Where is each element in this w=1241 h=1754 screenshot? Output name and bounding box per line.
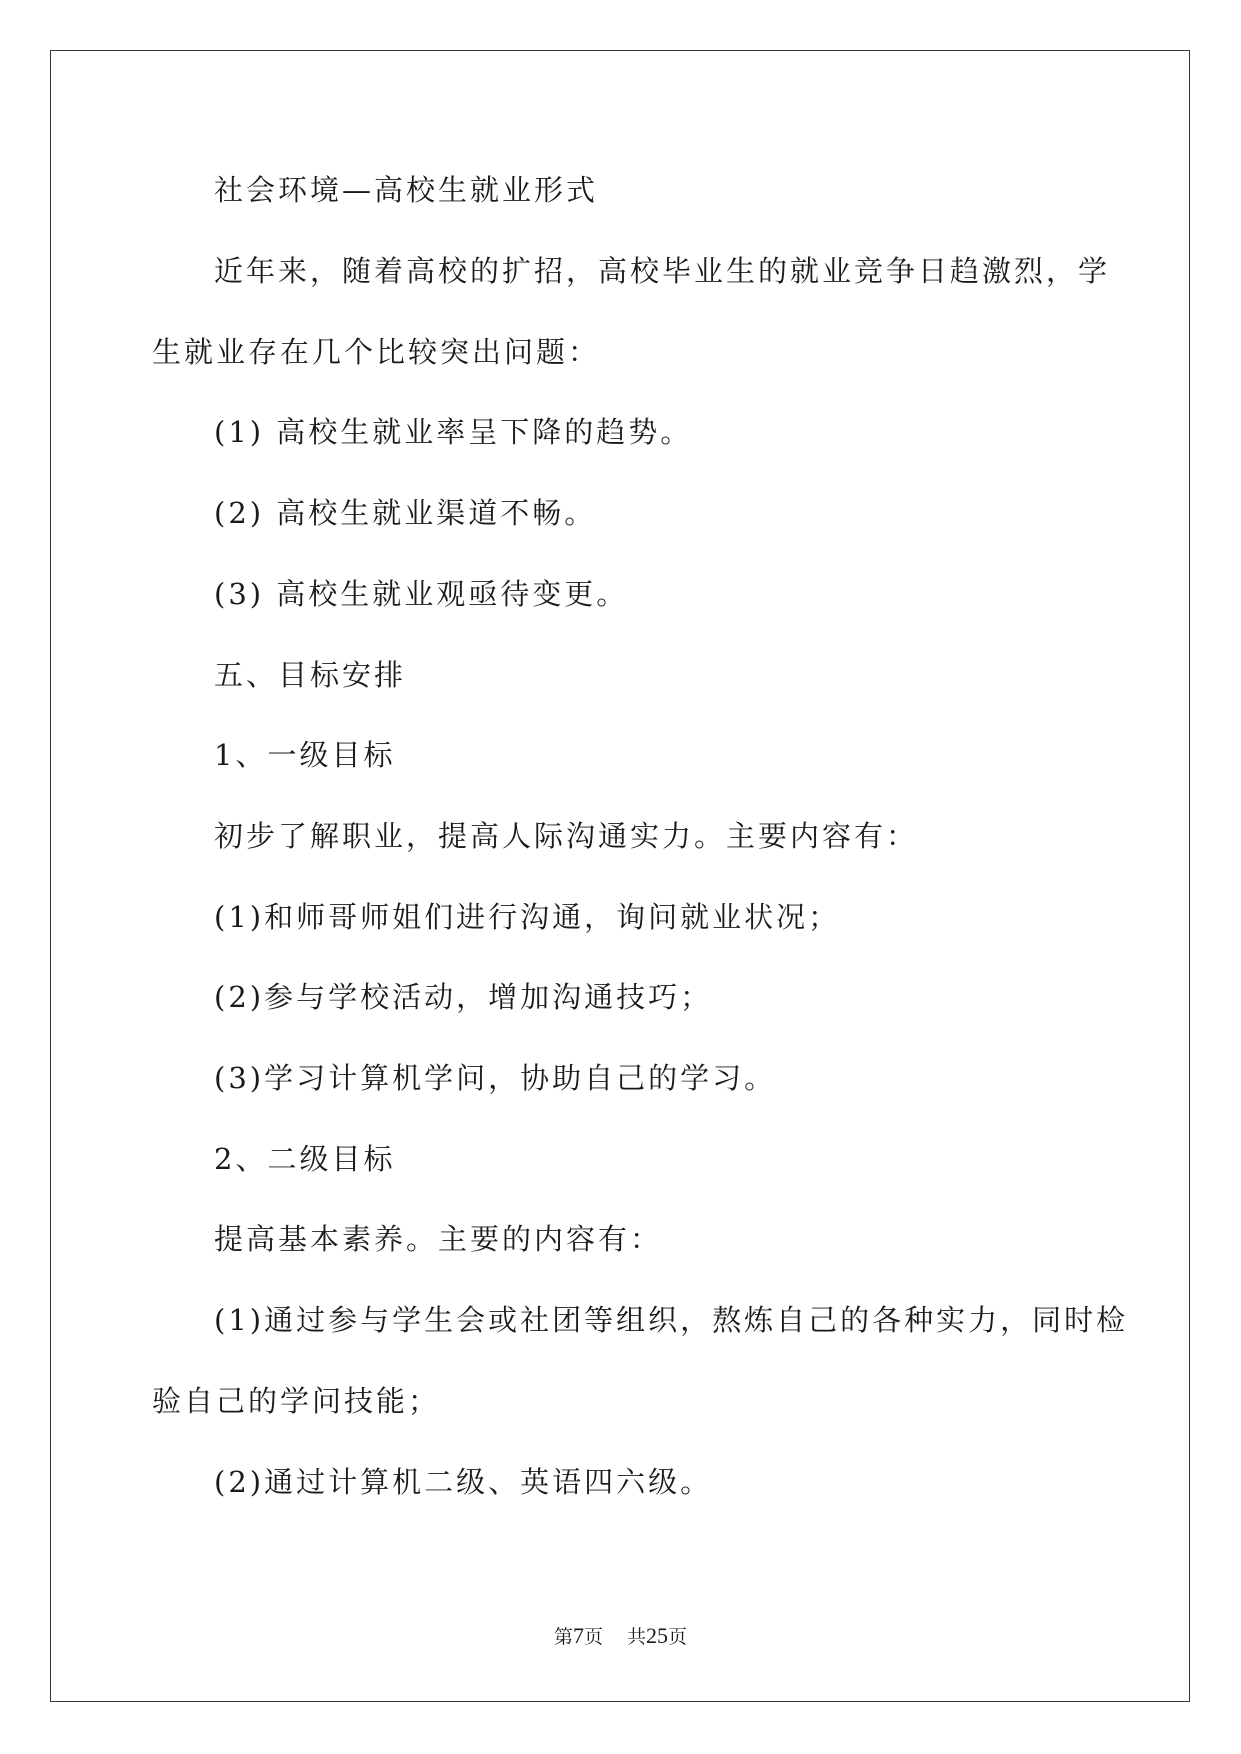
subheading-level-two-goal: 2、二级目标 bbox=[214, 1142, 396, 1176]
list-item: (2)通过计算机二级、英语四六级。 bbox=[214, 1465, 713, 1499]
page-prefix: 第 bbox=[553, 1626, 573, 1648]
list-item: (3) 高校生就业观亟待变更。 bbox=[214, 577, 629, 611]
list-item-continuation: 验自己的学问技能； bbox=[152, 1384, 441, 1418]
list-item: (1) 高校生就业率呈下降的趋势。 bbox=[214, 415, 693, 449]
paragraph-line: 生就业存在几个比较突出问题： bbox=[152, 335, 601, 369]
page-footer bbox=[0, 1622, 1241, 1651]
paragraph-line: 近年来，随着高校的扩招，高校毕业生的就业竞争日趋激烈，学 bbox=[214, 254, 1111, 288]
list-item: (2) 高校生就业渠道不畅。 bbox=[214, 496, 597, 530]
page-border bbox=[50, 50, 1190, 1702]
page-suffix: 页 bbox=[583, 1626, 603, 1648]
section-heading-social-environment: 社会环境—高校生就业形式 bbox=[214, 173, 599, 207]
list-item: (2)参与学校活动，增加沟通技巧； bbox=[214, 980, 713, 1014]
page-current: 7 bbox=[572, 1623, 584, 1648]
paragraph-line: 初步了解职业，提高人际沟通实力。主要内容有： bbox=[214, 819, 919, 853]
subheading-level-one-goal: 1、一级目标 bbox=[214, 738, 396, 772]
list-item: (3)学习计算机学问，协助自己的学习。 bbox=[214, 1061, 777, 1095]
page-total: 25 bbox=[646, 1623, 669, 1648]
list-item: (1)和师哥师姐们进行沟通，询问就业状况； bbox=[214, 900, 841, 934]
section-heading-goal-plan: 五、目标安排 bbox=[214, 658, 407, 692]
total-suffix: 页 bbox=[668, 1626, 688, 1648]
list-item: (1)通过参与学生会或社团等组织，熬炼自己的各种实力，同时检 bbox=[214, 1303, 1129, 1337]
total-prefix: 共 bbox=[627, 1626, 647, 1648]
paragraph-line: 提高基本素养。主要的内容有： bbox=[214, 1222, 663, 1256]
